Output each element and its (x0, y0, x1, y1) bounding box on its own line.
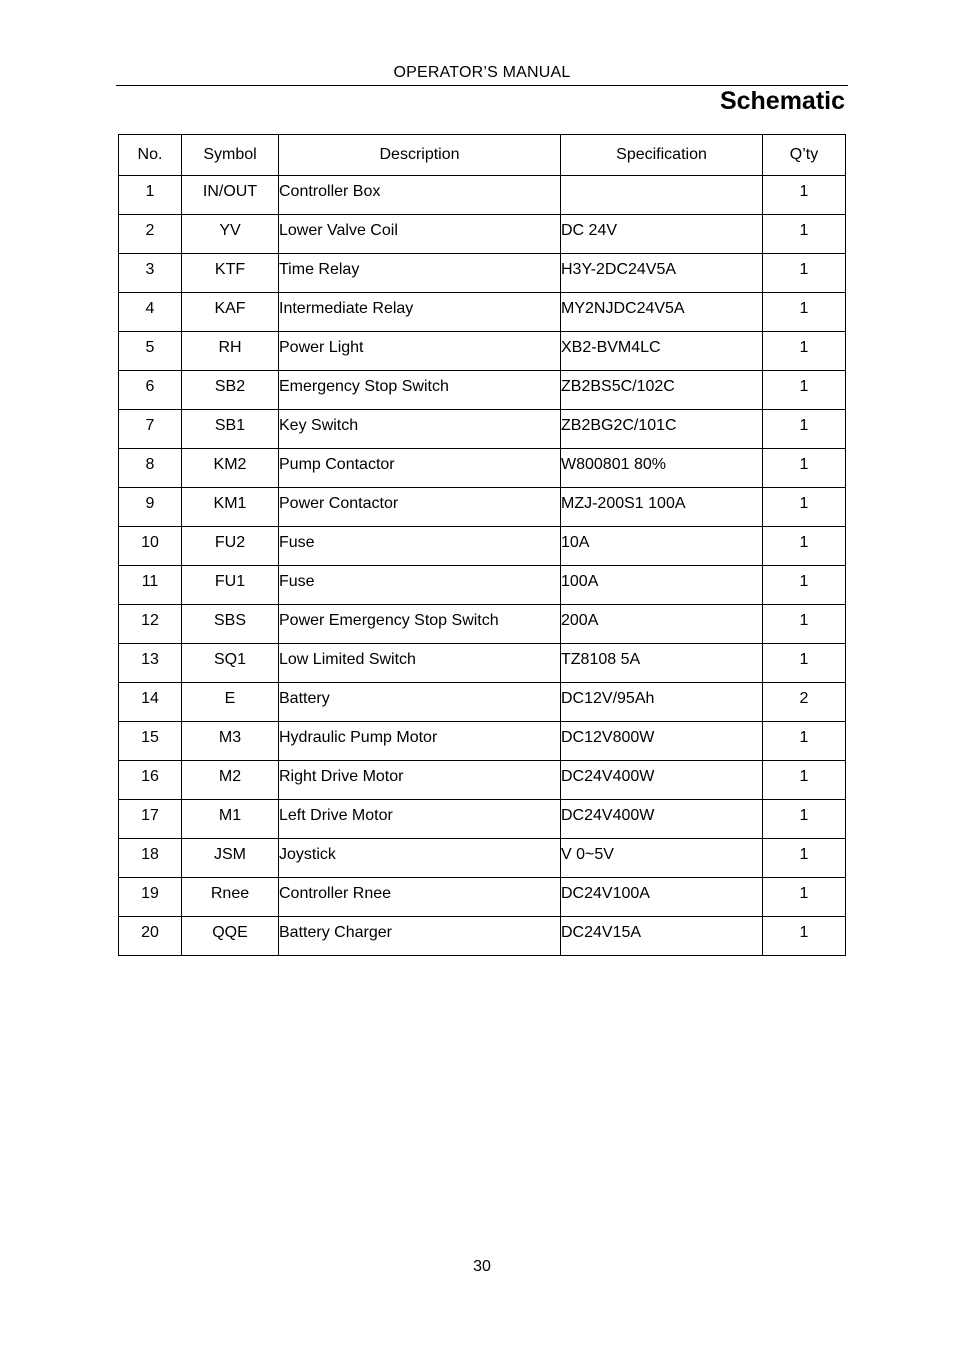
cell-description: Time Relay (279, 254, 561, 293)
cell-no: 8 (119, 449, 182, 488)
cell-no: 6 (119, 371, 182, 410)
cell-specification: DC24V400W (561, 761, 763, 800)
cell-specification: ZB2BG2C/101C (561, 410, 763, 449)
table-row (119, 176, 846, 215)
cell-quantity: 1 (763, 449, 846, 488)
column-header-symbol: Symbol (182, 135, 279, 176)
cell-specification: MY2NJDC24V5A (561, 293, 763, 332)
cell-quantity: 1 (763, 800, 846, 839)
cell-quantity: 1 (763, 293, 846, 332)
cell-symbol: SQ1 (182, 644, 279, 683)
cell-specification: XB2-BVM4LC (561, 332, 763, 371)
cell-specification: W800801 80% (561, 449, 763, 488)
cell-no: 9 (119, 488, 182, 527)
cell-quantity: 1 (763, 917, 846, 956)
table-row (119, 293, 846, 332)
cell-quantity: 1 (763, 371, 846, 410)
table-row (119, 839, 846, 878)
cell-no: 3 (119, 254, 182, 293)
table-row (119, 488, 846, 527)
cell-description: Joystick (279, 839, 561, 878)
cell-no: 16 (119, 761, 182, 800)
table-row (119, 605, 846, 644)
cell-symbol: JSM (182, 839, 279, 878)
cell-specification (561, 176, 763, 215)
page-number: 30 (473, 1258, 491, 1275)
column-header-quantity: Q’ty (763, 135, 846, 176)
cell-quantity: 1 (763, 722, 846, 761)
cell-symbol: RH (182, 332, 279, 371)
table-row (119, 644, 846, 683)
table-row (119, 449, 846, 488)
column-header-specification: Specification (561, 135, 763, 176)
table-row (119, 761, 846, 800)
parts-table-body (119, 176, 846, 956)
cell-no: 10 (119, 527, 182, 566)
cell-specification: DC12V/95Ah (561, 683, 763, 722)
cell-no: 1 (119, 176, 182, 215)
table-row (119, 410, 846, 449)
cell-quantity: 1 (763, 566, 846, 605)
cell-quantity: 2 (763, 683, 846, 722)
cell-symbol: E (182, 683, 279, 722)
cell-no: 20 (119, 917, 182, 956)
cell-no: 19 (119, 878, 182, 917)
cell-description: Controller Box (279, 176, 561, 215)
cell-description: Battery (279, 683, 561, 722)
cell-description: Controller Rnee (279, 878, 561, 917)
cell-description: Intermediate Relay (279, 293, 561, 332)
cell-symbol: Rnee (182, 878, 279, 917)
cell-quantity: 1 (763, 254, 846, 293)
cell-description: Low Limited Switch (279, 644, 561, 683)
cell-symbol: M1 (182, 800, 279, 839)
cell-no: 18 (119, 839, 182, 878)
cell-specification: 10A (561, 527, 763, 566)
cell-description: Hydraulic Pump Motor (279, 722, 561, 761)
cell-description: Left Drive Motor (279, 800, 561, 839)
cell-no: 4 (119, 293, 182, 332)
cell-quantity: 1 (763, 644, 846, 683)
cell-specification: TZ8108 5A (561, 644, 763, 683)
cell-quantity: 1 (763, 878, 846, 917)
cell-specification: ZB2BS5C/102C (561, 371, 763, 410)
cell-description: Fuse (279, 566, 561, 605)
cell-specification: DC24V100A (561, 878, 763, 917)
cell-description: Pump Contactor (279, 449, 561, 488)
parts-table (118, 134, 846, 956)
cell-quantity: 1 (763, 176, 846, 215)
column-header-no: No. (119, 135, 182, 176)
cell-symbol: IN/OUT (182, 176, 279, 215)
table-row (119, 254, 846, 293)
cell-no: 2 (119, 215, 182, 254)
table-row (119, 566, 846, 605)
cell-description: Power Emergency Stop Switch (279, 605, 561, 644)
cell-quantity: 1 (763, 527, 846, 566)
table-row (119, 800, 846, 839)
table-row (119, 527, 846, 566)
cell-no: 17 (119, 800, 182, 839)
cell-symbol: FU2 (182, 527, 279, 566)
cell-quantity: 1 (763, 215, 846, 254)
table-row (119, 215, 846, 254)
table-header-row (119, 135, 846, 176)
cell-no: 7 (119, 410, 182, 449)
cell-specification: DC 24V (561, 215, 763, 254)
table-row (119, 371, 846, 410)
header-divider (116, 85, 848, 86)
cell-specification: DC24V15A (561, 917, 763, 956)
cell-specification: DC12V800W (561, 722, 763, 761)
cell-no: 14 (119, 683, 182, 722)
cell-specification: MZJ-200S1 100A (561, 488, 763, 527)
column-header-description: Description (279, 135, 561, 176)
cell-no: 11 (119, 566, 182, 605)
cell-symbol: QQE (182, 917, 279, 956)
cell-no: 15 (119, 722, 182, 761)
table-row (119, 878, 846, 917)
cell-description: Emergency Stop Switch (279, 371, 561, 410)
cell-description: Battery Charger (279, 917, 561, 956)
table-row (119, 917, 846, 956)
cell-symbol: M3 (182, 722, 279, 761)
table-row (119, 332, 846, 371)
cell-quantity: 1 (763, 761, 846, 800)
table-row (119, 683, 846, 722)
cell-description: Right Drive Motor (279, 761, 561, 800)
cell-quantity: 1 (763, 605, 846, 644)
cell-symbol: SB1 (182, 410, 279, 449)
cell-quantity: 1 (763, 332, 846, 371)
cell-no: 12 (119, 605, 182, 644)
cell-symbol: YV (182, 215, 279, 254)
cell-description: Fuse (279, 527, 561, 566)
cell-specification: H3Y-2DC24V5A (561, 254, 763, 293)
manual-title: OPERATOR’S MANUAL (393, 64, 571, 81)
cell-description: Lower Valve Coil (279, 215, 561, 254)
cell-specification: DC24V400W (561, 800, 763, 839)
cell-symbol: KAF (182, 293, 279, 332)
cell-symbol: KM1 (182, 488, 279, 527)
cell-specification: 200A (561, 605, 763, 644)
cell-specification: 100A (561, 566, 763, 605)
cell-no: 5 (119, 332, 182, 371)
cell-no: 13 (119, 644, 182, 683)
section-title: Schematic (719, 87, 845, 115)
cell-specification: V 0~5V (561, 839, 763, 878)
cell-quantity: 1 (763, 839, 846, 878)
cell-symbol: SBS (182, 605, 279, 644)
cell-symbol: M2 (182, 761, 279, 800)
cell-quantity: 1 (763, 410, 846, 449)
cell-description: Key Switch (279, 410, 561, 449)
table-row (119, 722, 846, 761)
cell-description: Power Contactor (279, 488, 561, 527)
cell-symbol: KTF (182, 254, 279, 293)
cell-quantity: 1 (763, 488, 846, 527)
cell-symbol: SB2 (182, 371, 279, 410)
cell-description: Power Light (279, 332, 561, 371)
cell-symbol: KM2 (182, 449, 279, 488)
cell-symbol: FU1 (182, 566, 279, 605)
